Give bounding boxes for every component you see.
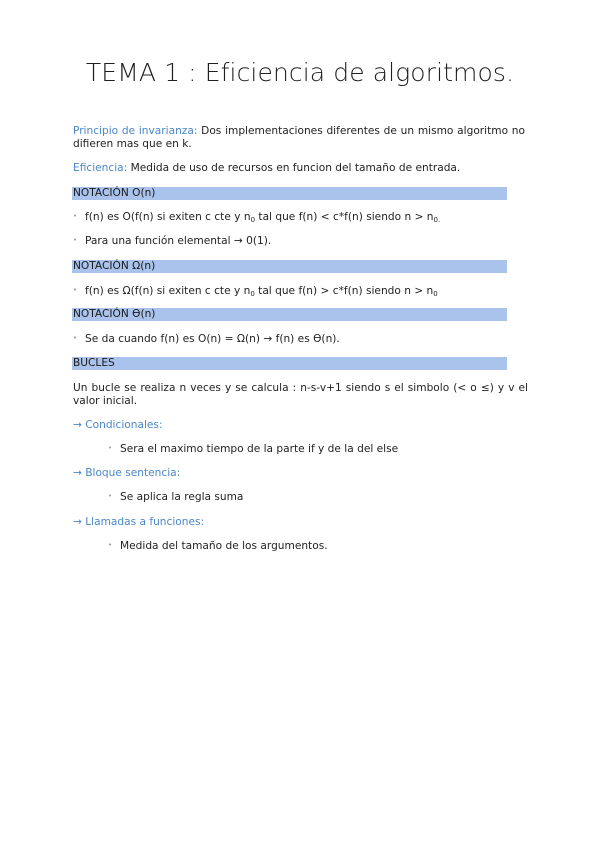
bullet-icon: • <box>108 492 113 500</box>
bullet-text: f(n) es O(f(n) si exiten c cte y n <box>85 211 251 223</box>
page-title: TEMA 1 : Eficiencia de algoritmos. <box>85 58 515 87</box>
bullet-icon: • <box>108 541 113 549</box>
subscript: 0. <box>433 216 441 224</box>
principio-text: Dos implementaciones diferentes de un mismo algoritmo no difieren mas que en k. <box>73 125 525 150</box>
bullet-icon: • <box>73 212 78 220</box>
eficiencia-paragraph <box>73 162 525 175</box>
eficiencia-text: Medida de uso de recursos en funcion del tamaño de entrada. <box>127 162 461 174</box>
bucles-item-label: → Llamadas a funciones: <box>73 516 205 528</box>
bullet-text: f(n) es Ω(f(n) si exiten c cte y n <box>85 285 251 297</box>
subscript: 0 <box>433 290 438 298</box>
bullet-text: Medida del tamaño de los argumentos. <box>120 540 328 552</box>
list-item-theta-definition <box>73 333 340 346</box>
section-header-theta: NOTACIÓN ϴ(n) <box>72 308 507 321</box>
bullet-text: tal que f(n) < c*f(n) siendo n > n <box>255 211 434 223</box>
subscript: 0 <box>250 290 255 298</box>
bullet-icon: • <box>73 334 78 342</box>
list-item-o-definition <box>73 211 441 227</box>
list-item-bloque-sentencia <box>108 491 244 504</box>
bullet-icon: • <box>108 444 113 452</box>
principio-term: Principio de invarianza: <box>73 125 198 137</box>
bullet-text: Se da cuando f(n) es O(n) = Ω(n) → f(n) es ϴ(n). <box>85 333 340 345</box>
bullet-icon: • <box>73 236 78 244</box>
section-header-bucles: BUCLES <box>72 357 507 370</box>
section-header-o: NOTACIÓN O(n) <box>72 187 507 200</box>
bullet-text: tal que f(n) > c*f(n) siendo n > n <box>254 285 434 297</box>
subscript: 0 <box>250 216 256 224</box>
list-item-llamadas-funciones <box>108 540 328 553</box>
list-item-omega-definition <box>73 285 438 301</box>
bucles-item-label: → Condicionales: <box>73 419 163 431</box>
list-item-o-elemental <box>73 235 272 248</box>
bullet-text: Para una función elemental → 0(1). <box>85 235 272 247</box>
bullet-icon: • <box>73 286 78 294</box>
bullet-text: Sera el maximo tiempo de la parte if y de la del else <box>120 443 399 455</box>
bucles-paragraph: Un bucle se realiza n veces y se calcula : n-s-v+1 siendo s el simbolo (< o ≤) y v el valor inicial. <box>73 382 528 407</box>
bullet-text: Se aplica la regla suma <box>120 491 244 503</box>
list-item-condicionales <box>108 443 399 456</box>
principio-paragraph <box>73 125 525 150</box>
bucles-item-label: → Bloque sentencia: <box>73 467 181 479</box>
section-header-omega: NOTACIÓN Ω(n) <box>72 260 507 273</box>
eficiencia-term: Eficiencia: <box>73 162 128 174</box>
